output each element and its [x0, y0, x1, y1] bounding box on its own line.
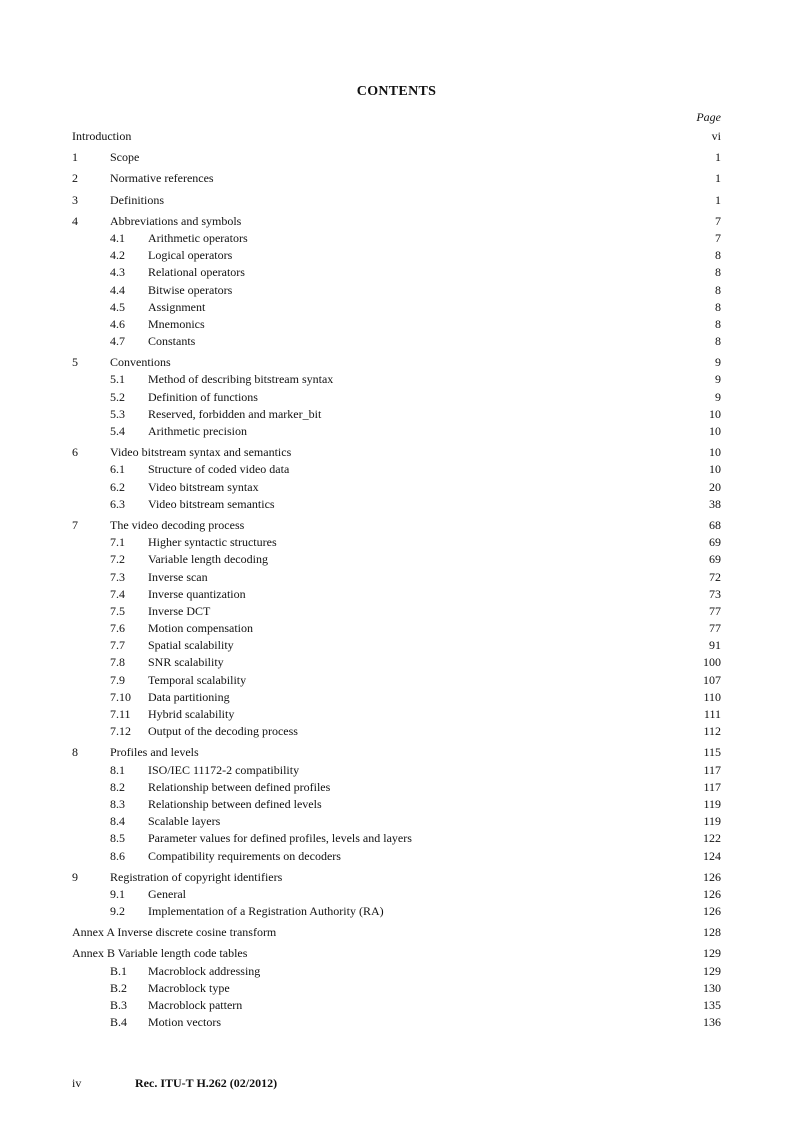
toc-entry-title: Conventions — [110, 355, 171, 370]
toc-entry-title: Compatibility requirements on decoders — [148, 848, 341, 863]
toc-entry[interactable] — [72, 444, 721, 461]
toc-entry-title: Arithmetic precision — [148, 424, 247, 438]
toc-entry-title: Relationship between defined profiles — [148, 779, 331, 794]
toc-entry-number: 7 — [72, 517, 78, 532]
toc-entry-number: 7.9 — [110, 672, 125, 687]
toc-entry-page: 119 — [703, 796, 721, 811]
toc-entry-title: Macroblock type — [148, 980, 230, 995]
toc-entry-page: 117 — [703, 762, 721, 777]
toc-entry[interactable] — [72, 479, 721, 496]
toc-entry-number: 9.2 — [110, 904, 125, 919]
toc-entry-number: 4.2 — [110, 248, 125, 263]
toc-entry-title: Motion compensation — [148, 621, 253, 636]
toc-entry-title: Mnemonics — [148, 316, 205, 331]
toc-entry-page: 110 — [703, 689, 721, 704]
toc-entry-number: 7.11 — [110, 707, 131, 721]
toc-entry-title: Variable length decoding — [148, 552, 268, 567]
toc-entry-page: 7 — [715, 213, 721, 228]
toc-entry-title: Scope — [110, 150, 140, 165]
toc-entry-number: 7.2 — [110, 552, 125, 567]
toc-entry[interactable] — [72, 333, 721, 350]
toc-entry[interactable] — [72, 637, 721, 654]
toc-entry-title: Video bitstream syntax and semantics — [110, 445, 292, 460]
toc-entry[interactable] — [72, 170, 721, 187]
toc-entry[interactable] — [72, 586, 721, 603]
toc-entry[interactable] — [72, 886, 721, 903]
toc-entry-number: 8.2 — [110, 779, 125, 794]
toc-entry-number: 7.7 — [110, 638, 125, 653]
toc-entry[interactable] — [72, 282, 721, 299]
toc-entry-title: Arithmetic operators — [148, 230, 248, 245]
toc-entry-title: Logical operators — [148, 248, 233, 263]
toc-entry-number: 6.2 — [110, 479, 125, 494]
toc-entry-title: Scalable layers — [148, 814, 221, 829]
toc-entry-title: Spatial scalability — [148, 638, 234, 653]
toc-entry[interactable] — [72, 496, 721, 513]
toc-entry-title: Video bitstream semantics — [148, 496, 275, 511]
toc-entry-number: 5.1 — [110, 372, 125, 387]
page-footer — [72, 1076, 277, 1091]
toc-entry[interactable] — [72, 980, 721, 997]
toc-entry-title: Video bitstream syntax — [148, 479, 259, 494]
toc-entry[interactable] — [72, 706, 721, 723]
toc-entry-page: 1 — [715, 150, 721, 165]
toc-entry-page: 126 — [703, 869, 721, 884]
toc-entry-title: Reserved, forbidden and marker_bit — [148, 406, 322, 421]
toc-entry-number: 7.4 — [110, 586, 125, 601]
toc-entry-title: Definitions — [110, 192, 164, 207]
toc-entry-page: 115 — [703, 745, 721, 760]
toc-entry-title: ISO/IEC 11172-2 compatibility — [148, 762, 300, 777]
toc-entry-page: vi — [711, 129, 721, 143]
toc-entry-page: 119 — [703, 814, 721, 829]
toc-entry[interactable] — [72, 569, 721, 586]
toc-entry[interactable] — [72, 689, 721, 706]
toc-entry-number: 7.1 — [110, 535, 125, 550]
toc-entry-number: 6.1 — [110, 462, 125, 477]
toc-entry[interactable] — [72, 848, 721, 865]
toc-entry[interactable] — [72, 1014, 721, 1031]
toc-entry-number: 8.3 — [110, 796, 125, 811]
toc-entry-page: 136 — [703, 1015, 721, 1030]
toc-entry-page: 135 — [703, 998, 721, 1012]
toc-entry-title: Constants — [148, 334, 196, 349]
toc-entry-number: 4.4 — [110, 282, 125, 297]
toc-entry-title: Output of the decoding process — [148, 724, 298, 739]
toc-entry-title: Parameter values for defined profiles, levels and layers — [148, 831, 412, 846]
toc-entry-number: 6 — [72, 445, 78, 460]
toc-entry-title: Assignment — [148, 299, 206, 314]
toc-entry-number: 6.3 — [110, 496, 125, 511]
toc-entry-page: 8 — [715, 299, 721, 314]
toc-entry-title: Annex A Inverse discrete cosine transform — [72, 925, 277, 940]
toc-entry[interactable] — [72, 406, 721, 423]
toc-entry[interactable] — [72, 354, 721, 371]
footer-page-number: iv — [72, 1076, 82, 1090]
toc-entry-number: B.4 — [110, 1015, 128, 1030]
toc-entry-title: Registration of copyright identifiers — [110, 869, 283, 884]
toc-entry-page: 10 — [709, 462, 721, 477]
toc-entry-page: 8 — [715, 282, 721, 297]
toc-entry-page: 128 — [703, 925, 721, 940]
toc-entry[interactable] — [72, 192, 721, 209]
toc-entry-title: Profiles and levels — [110, 745, 199, 760]
toc-entry-page: 10 — [709, 424, 721, 438]
toc-entry-title: The video decoding process — [110, 517, 245, 532]
toc-entry[interactable] — [72, 779, 721, 796]
toc-entry[interactable] — [72, 723, 721, 740]
toc-entry-page: 69 — [709, 535, 721, 550]
toc-entry-page: 73 — [709, 586, 721, 601]
toc-entry[interactable] — [72, 744, 721, 761]
toc-entry-page: 130 — [703, 980, 721, 995]
toc-entry[interactable] — [72, 389, 721, 406]
page-column-label: Page — [696, 110, 721, 124]
toc-entry-title: Bitwise operators — [148, 282, 233, 297]
toc-entry[interactable] — [72, 517, 721, 534]
toc-entry-page: 7 — [715, 230, 721, 245]
toc-entry-number: 8 — [72, 745, 78, 760]
toc-entry-title: Macroblock pattern — [148, 998, 243, 1012]
toc-entry[interactable] — [72, 830, 721, 847]
toc-entry-page: 10 — [709, 445, 721, 460]
toc-entry-page: 77 — [709, 603, 721, 618]
toc-entry-title: Inverse scan — [148, 569, 208, 584]
toc-entry-title: Data partitioning — [148, 689, 230, 704]
toc-entry-number: 5.4 — [110, 424, 125, 438]
toc-entry-number: 7.12 — [110, 724, 131, 739]
toc-entry[interactable] — [72, 762, 721, 779]
toc-entry-page: 9 — [715, 389, 721, 404]
toc-entry-title: Implementation of a Registration Authority (RA) — [148, 904, 384, 919]
toc-entry[interactable] — [72, 654, 721, 671]
toc-entry-page: 8 — [715, 265, 721, 280]
toc-entry-page: 10 — [709, 406, 721, 421]
toc-entry-title: Higher syntactic structures — [148, 535, 277, 550]
toc-entry[interactable] — [72, 603, 721, 620]
toc-entry-number: 3 — [72, 192, 78, 207]
toc-entry-title: Relational operators — [148, 265, 245, 280]
toc-entry[interactable] — [72, 924, 721, 941]
toc-entry-page: 111 — [703, 707, 721, 721]
toc-entry-title: Inverse DCT — [148, 603, 211, 618]
toc-entry-number: 8.6 — [110, 848, 125, 863]
toc-entry-page: 8 — [715, 334, 721, 349]
toc-entry[interactable] — [72, 230, 721, 247]
toc-entry-number: 5 — [72, 355, 78, 370]
toc-entry-number: 1 — [72, 150, 78, 165]
toc-entry-number: 7.5 — [110, 603, 125, 618]
toc-entry-page: 9 — [715, 355, 721, 370]
toc-entry-number: B.1 — [110, 963, 128, 978]
toc-entry-title: Inverse quantization — [148, 586, 246, 601]
toc-entry[interactable] — [72, 997, 721, 1014]
toc-entry[interactable] — [72, 247, 721, 264]
toc-entry-page: 69 — [709, 552, 721, 567]
toc-entry-number: 4.1 — [110, 230, 125, 245]
toc-entry[interactable] — [72, 316, 721, 333]
toc-entry-number: B.3 — [110, 998, 128, 1012]
toc-entry-title: Definition of functions — [148, 389, 258, 404]
toc-entry-number: 4.3 — [110, 265, 125, 280]
toc-entry[interactable] — [72, 869, 721, 886]
footer-reference: Rec. ITU-T H.262 (02/2012) — [135, 1076, 278, 1090]
toc-entry-number: 9.1 — [110, 886, 125, 901]
toc-entry-title: Relationship between defined levels — [148, 796, 322, 811]
toc-entry-number: 7.3 — [110, 569, 125, 584]
toc-entry[interactable] — [72, 534, 721, 551]
toc-entry-page: 9 — [715, 372, 721, 387]
toc-entry-title: Macroblock addressing — [148, 963, 261, 978]
toc-entry-page: 8 — [715, 316, 721, 331]
toc-entry-page: 126 — [703, 904, 721, 919]
toc-entry-number: 4.5 — [110, 299, 125, 314]
toc-entry-page: 107 — [703, 672, 721, 687]
toc-entry-page: 68 — [709, 517, 721, 532]
toc-entry-page: 77 — [709, 621, 721, 636]
toc-entry-title: Motion vectors — [148, 1015, 221, 1030]
toc-entry[interactable] — [72, 149, 721, 166]
toc-entry[interactable] — [72, 264, 721, 281]
toc-entry[interactable] — [72, 371, 721, 388]
toc-entry[interactable] — [72, 672, 721, 689]
toc-entry-title: SNR scalability — [148, 655, 224, 670]
toc-entry-number: B.2 — [110, 980, 128, 995]
toc-entry[interactable] — [72, 620, 721, 637]
toc-entry[interactable] — [72, 963, 721, 980]
toc-entry-number: 4 — [72, 213, 78, 228]
toc-entry-page: 1 — [715, 171, 721, 186]
toc-entry-title: Normative references — [110, 171, 214, 186]
toc-entry-page: 72 — [709, 569, 721, 584]
toc-entry[interactable] — [72, 423, 721, 440]
toc-entry-page: 117 — [703, 779, 721, 794]
toc-entry-number: 5.2 — [110, 389, 125, 404]
toc-entry-page: 124 — [703, 848, 721, 863]
table-of-contents — [72, 128, 721, 1031]
toc-entry-number: 7.10 — [110, 689, 131, 704]
toc-entry[interactable] — [72, 461, 721, 478]
toc-entry-page: 8 — [715, 248, 721, 263]
toc-entry-number: 4.6 — [110, 316, 125, 331]
toc-entry[interactable] — [72, 945, 721, 962]
toc-entry-page: 126 — [703, 886, 721, 901]
toc-entry[interactable] — [72, 796, 721, 813]
toc-entry-number: 7.8 — [110, 655, 125, 670]
toc-entry[interactable] — [72, 213, 721, 230]
toc-entry-page: 100 — [703, 655, 721, 670]
toc-entry-page: 38 — [709, 496, 721, 511]
toc-entry-page: 122 — [703, 831, 721, 846]
toc-entry-title: Structure of coded video data — [148, 462, 290, 477]
toc-entry-number: 8.5 — [110, 831, 125, 846]
toc-entry-title: Hybrid scalability — [148, 707, 235, 721]
toc-entry[interactable] — [72, 813, 721, 830]
toc-entry-page: 129 — [703, 963, 721, 978]
toc-entry-title: Annex B Variable length code tables — [72, 946, 248, 961]
toc-entry-page: 112 — [703, 724, 721, 739]
toc-entry[interactable] — [72, 128, 721, 145]
toc-entry-title: Method of describing bitstream syntax — [148, 372, 334, 387]
toc-entry-title: Introduction — [72, 129, 132, 143]
toc-entry-number: 8.1 — [110, 762, 125, 777]
toc-entry-number: 8.4 — [110, 814, 125, 829]
toc-entry-page: 129 — [703, 946, 721, 961]
toc-entry[interactable] — [72, 299, 721, 316]
toc-entry-title: Temporal scalability — [148, 672, 247, 687]
toc-entry[interactable] — [72, 903, 721, 920]
page-title: CONTENTS — [356, 84, 437, 99]
toc-entry-number: 2 — [72, 171, 78, 186]
toc-entry-number: 9 — [72, 869, 78, 884]
toc-entry-page: 20 — [709, 479, 721, 494]
toc-entry[interactable] — [72, 551, 721, 568]
toc-entry-title: General — [148, 886, 186, 901]
toc-entry-number: 7.6 — [110, 621, 125, 636]
toc-entry-title: Abbreviations and symbols — [110, 213, 242, 228]
toc-entry-page: 1 — [715, 192, 721, 207]
toc-entry-number: 5.3 — [110, 406, 125, 421]
toc-entry-number: 4.7 — [110, 334, 125, 349]
toc-entry-page: 91 — [709, 638, 721, 653]
